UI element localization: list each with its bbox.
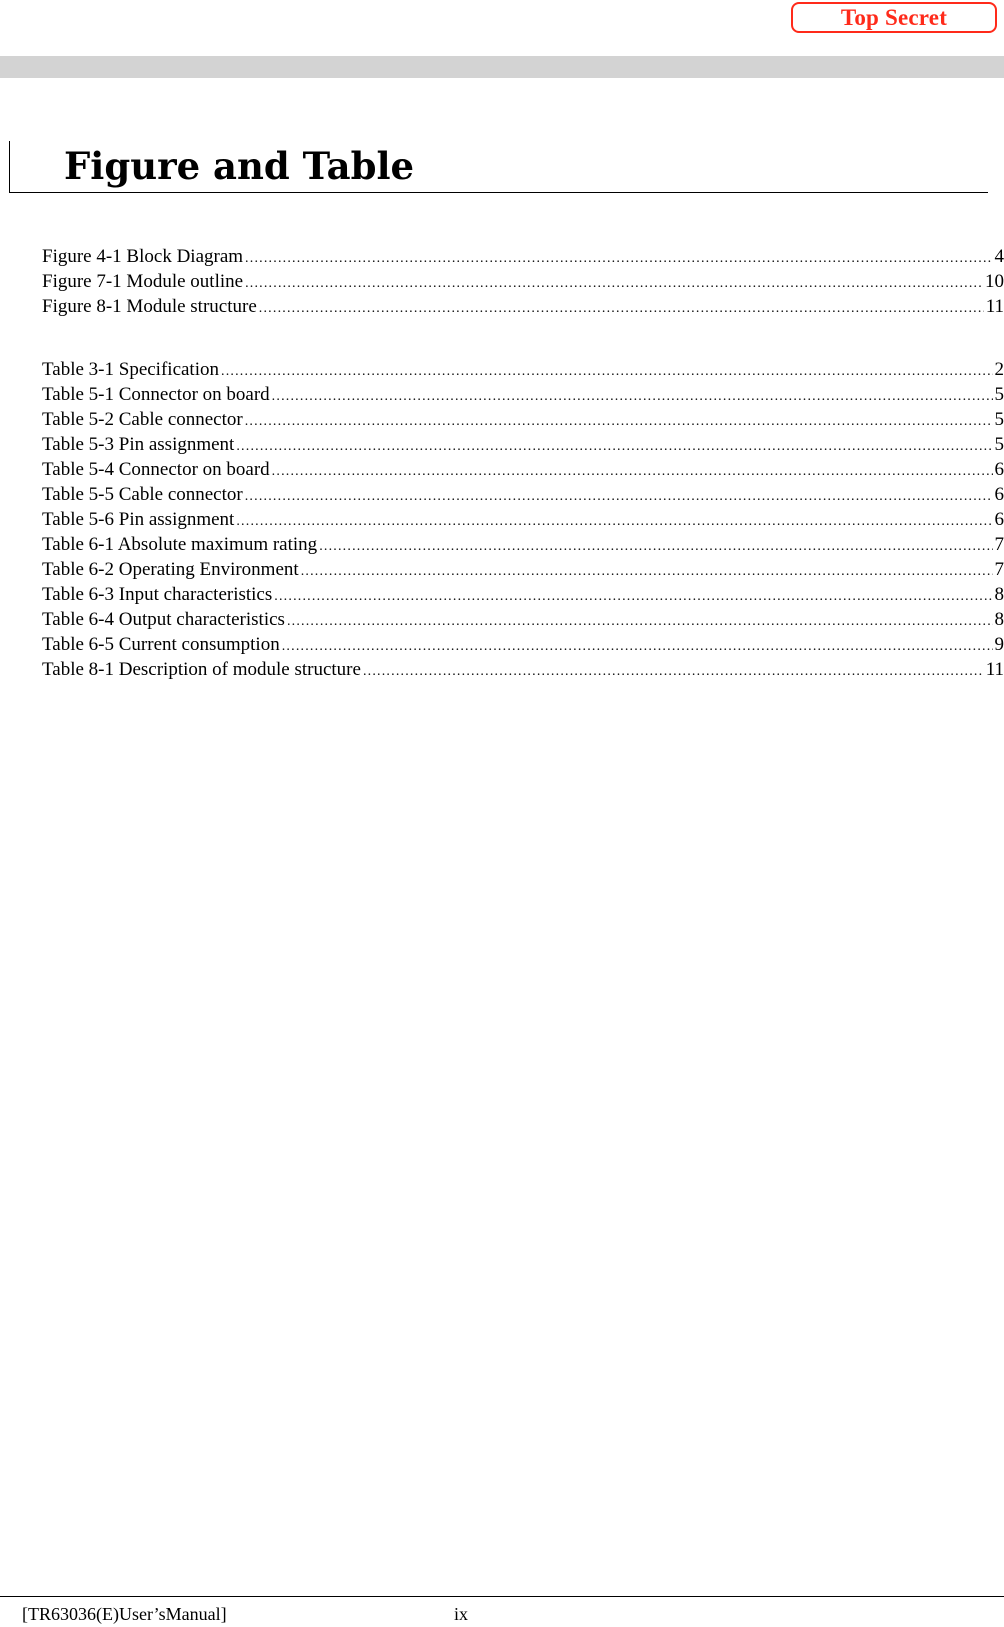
figure-list — [42, 244, 1004, 319]
footer-rule — [0, 1596, 1004, 1597]
toc-entry-label: Figure 7-1 Module outline — [42, 271, 244, 292]
toc-dot-leader — [272, 384, 993, 409]
toc-entry-label: Figure 4-1 Block Diagram — [42, 246, 244, 267]
toc-entry-page: 4 — [994, 246, 1004, 267]
toc-entry-label: Table 5-1 Connector on board — [42, 384, 270, 405]
toc-entry-page: 2 — [994, 359, 1004, 380]
toc-entry-label: Table 8-1 Description of module structure — [42, 659, 361, 680]
toc-entry-label: Table 6-3 Input characteristics — [42, 584, 273, 605]
toc-dot-leader — [272, 459, 993, 484]
toc-entry-label: Table 6-5 Current consumption — [42, 634, 280, 655]
toc-entry-label: Figure 8-1 Module structure — [42, 296, 257, 317]
toc-dot-leader — [245, 484, 993, 509]
toc-entry[interactable] — [42, 382, 1004, 407]
toc-dot-leader — [245, 409, 993, 434]
toc-dot-leader — [259, 296, 984, 321]
toc-entry-label: Table 3-1 Specification — [42, 359, 219, 380]
toc-entry-page: 11 — [985, 659, 1004, 680]
toc-dot-leader — [287, 609, 993, 634]
toc-dot-leader — [236, 434, 992, 459]
title-frame — [9, 141, 988, 193]
toc-entry[interactable] — [42, 532, 1004, 557]
toc-entry[interactable] — [42, 457, 1004, 482]
footer-page-number: ix — [454, 1604, 469, 1624]
toc-dot-leader — [236, 509, 992, 534]
toc-entry-label: Table 6-1 Absolute maximum rating — [42, 534, 318, 555]
toc-entry[interactable] — [42, 632, 1004, 657]
toc-entry-page: 9 — [994, 634, 1004, 655]
toc-entry[interactable] — [42, 269, 1004, 294]
toc-dot-leader — [282, 634, 993, 659]
table-list — [42, 357, 1004, 682]
toc-entry[interactable] — [42, 557, 1004, 582]
toc-entry-label: Table 5-4 Connector on board — [42, 459, 270, 480]
toc-entry-label: Table 6-2 Operating Environment — [42, 559, 299, 580]
toc-entry[interactable] — [42, 507, 1004, 532]
toc-entry-label: Table 5-2 Cable connector — [42, 409, 243, 430]
toc-entry[interactable] — [42, 357, 1004, 382]
toc-entry-page: 6 — [994, 509, 1004, 530]
toc-entry-page: 5 — [994, 409, 1004, 430]
toc-entry[interactable] — [42, 432, 1004, 457]
toc-entry[interactable] — [42, 407, 1004, 432]
toc-entry-page: 11 — [985, 296, 1004, 317]
top-secret-stamp: Top Secret — [791, 2, 997, 33]
toc-dot-leader — [319, 534, 992, 559]
toc-entry[interactable] — [42, 582, 1004, 607]
toc-dot-leader — [245, 246, 992, 271]
toc-entry-label: Table 5-5 Cable connector — [42, 484, 243, 505]
toc-dot-leader — [245, 271, 983, 296]
toc-entry-label: Table 5-3 Pin assignment — [42, 434, 235, 455]
page-title: Figure and Table — [64, 144, 415, 188]
toc-dot-leader — [301, 559, 993, 584]
toc-entry-page: 6 — [994, 459, 1004, 480]
header-band — [0, 56, 1004, 78]
toc-entry-page: 10 — [985, 271, 1004, 292]
toc-entry[interactable] — [42, 657, 1004, 682]
toc-entry-label: Table 6-4 Output characteristics — [42, 609, 285, 630]
toc-entry-page: 6 — [994, 484, 1004, 505]
footer-document-title: [TR63036(E)User’sManual] — [22, 1604, 227, 1624]
toc-entry[interactable] — [42, 244, 1004, 269]
toc-entry-page: 7 — [994, 559, 1004, 580]
toc-dot-leader — [221, 359, 993, 384]
toc-entry-page: 8 — [994, 584, 1004, 605]
toc-entry-page: 5 — [994, 434, 1004, 455]
toc-entry[interactable] — [42, 607, 1004, 632]
toc-dot-leader — [274, 584, 992, 609]
toc-dot-leader — [363, 659, 984, 684]
toc-entry-label: Table 5-6 Pin assignment — [42, 509, 235, 530]
toc-entry[interactable] — [42, 482, 1004, 507]
toc-entry[interactable] — [42, 294, 1004, 319]
toc-entry-page: 7 — [994, 534, 1004, 555]
toc-entry-page: 5 — [994, 384, 1004, 405]
toc-entry-page: 8 — [994, 609, 1004, 630]
